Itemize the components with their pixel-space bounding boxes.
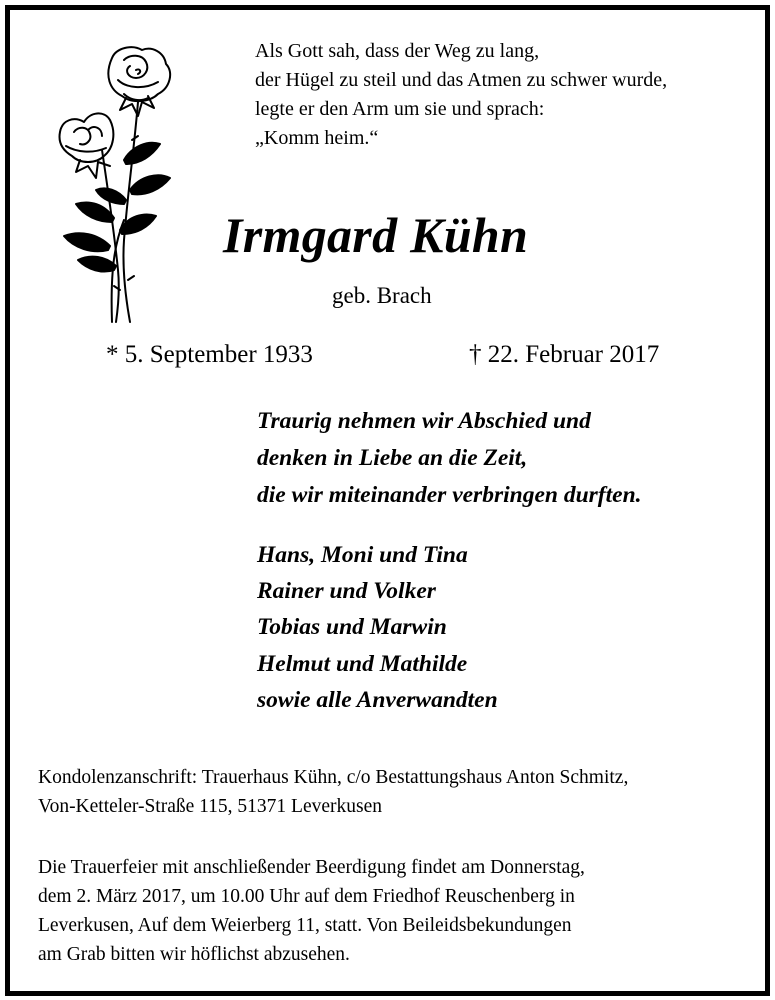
verse-line: die wir miteinander verbringen durften. — [257, 482, 642, 508]
poem-line: „Komm heim.“ — [255, 127, 379, 149]
condolence-line: Kondolenzanschrift: Trauerhaus Kühn, c/o Bestattungshaus Anton Schmitz, — [38, 767, 629, 788]
poem-line: der Hügel zu steil und das Atmen zu schwer wurde, — [255, 69, 668, 91]
verse-line: Traurig nehmen wir Abschied und — [257, 408, 591, 434]
death-date: † 22. Februar 2017 — [469, 341, 660, 368]
mourner-line: Hans, Moni und Tina — [257, 542, 468, 568]
mourners-list — [257, 537, 498, 718]
funeral-notice — [38, 853, 585, 969]
deceased-name: Irmgard Kühn — [223, 207, 529, 263]
mourner-line: Tobias und Marwin — [257, 614, 447, 641]
farewell-verse — [257, 403, 642, 514]
poem — [255, 37, 667, 153]
funeral-line: dem 2. März 2017, um 10.00 Uhr auf dem Friedhof Reuschenberg in — [38, 886, 575, 907]
funeral-line: Leverkusen, Auf dem Weierberg 11, statt. Von Beileidsbekundungen — [38, 915, 572, 936]
mourner-line: Helmut und Mathilde — [257, 650, 468, 677]
rose-icon — [40, 40, 180, 325]
birth-date: * 5. September 1933 — [106, 341, 313, 368]
condolence-line: Von-Ketteler-Straße 115, 51371 Leverkusen — [38, 796, 383, 817]
obituary-notice — [5, 5, 770, 996]
funeral-line: Die Trauerfeier mit anschließender Beerdigung findet am Donnerstag, — [38, 857, 585, 878]
condolence-address — [38, 763, 628, 821]
maiden-name: geb. Brach — [332, 283, 432, 308]
funeral-line: am Grab bitten wir höflichst abzusehen. — [38, 944, 350, 965]
poem-line: legte er den Arm um sie und sprach: — [255, 98, 545, 120]
mourner-line: sowie alle Anverwandten — [257, 686, 498, 713]
mourner-line: Rainer und Volker — [257, 578, 436, 605]
verse-line: denken in Liebe an die Zeit, — [257, 445, 528, 471]
poem-line: Als Gott sah, dass der Weg zu lang, — [255, 40, 540, 62]
